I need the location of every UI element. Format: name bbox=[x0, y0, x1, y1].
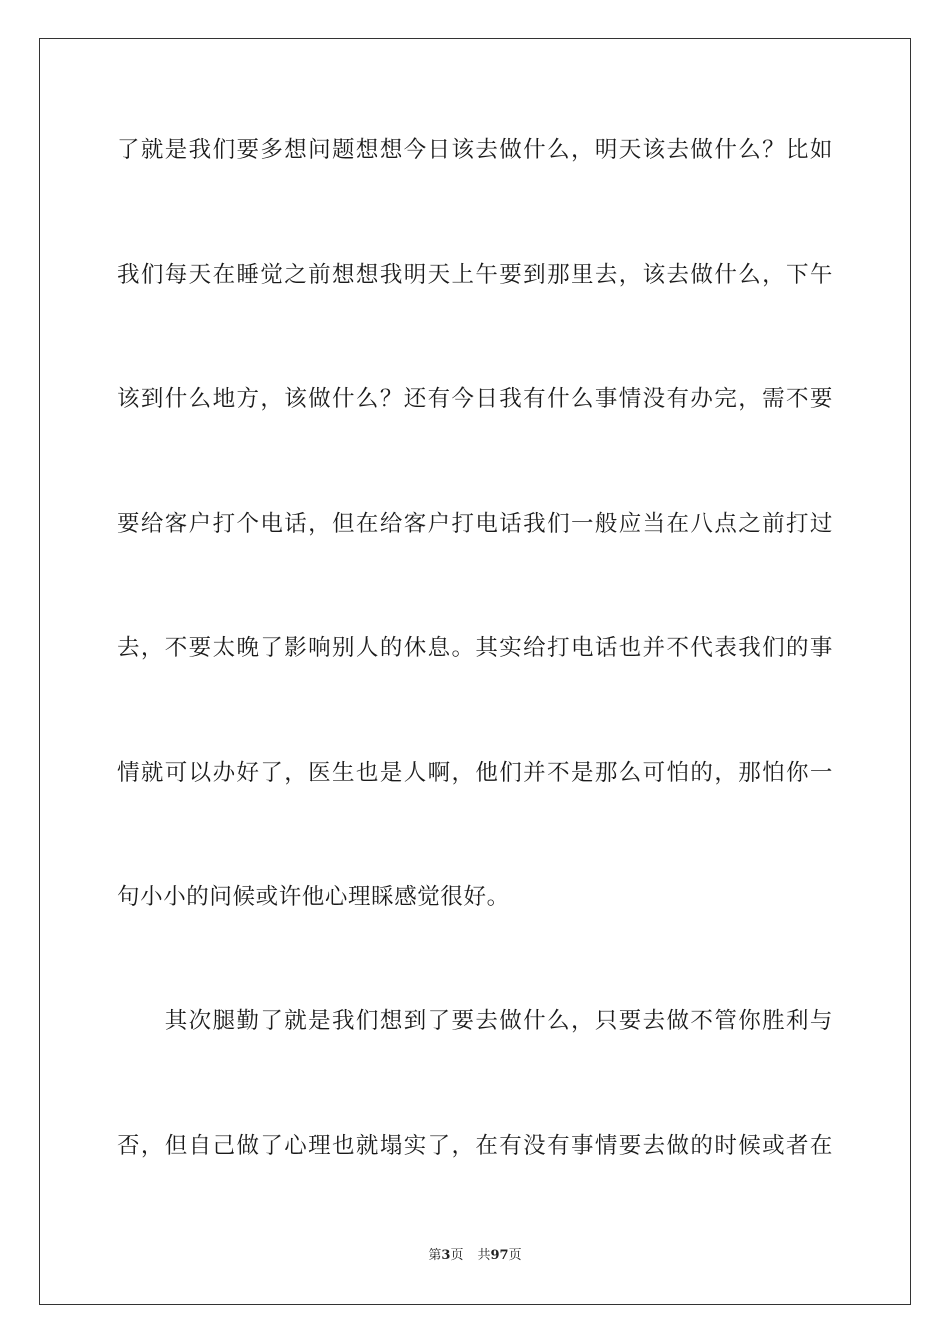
body-line-1: 了就是我们要多想问题想想今日该去做什么，明天该去做什么？比如 bbox=[117, 137, 833, 163]
body-line-8: 其次腿勤了就是我们想到了要去做什么，只要去做不管你胜利与 bbox=[117, 1008, 833, 1034]
body-line-6: 情就可以办好了，医生也是人啊，他们并不是那么可怕的，那怕你一 bbox=[117, 760, 833, 786]
body-line-5: 去，不要太晚了影响别人的休息。其实给打电话也并不代表我们的事 bbox=[117, 635, 833, 661]
body-line-7: 句小小的问候或许他心理睬感觉很好。 bbox=[117, 884, 510, 910]
total-prefix: 共 bbox=[477, 1248, 491, 1263]
page-prefix: 第 bbox=[428, 1248, 442, 1263]
body-line-4: 要给客户打个电话，但在给客户打电话我们一般应当在八点之前打过 bbox=[117, 511, 833, 537]
total-pages: 97 bbox=[490, 1248, 509, 1263]
body-line-3: 该到什么地方，该做什么？还有今日我有什么事情没有办完，需不要 bbox=[117, 386, 833, 412]
page-suffix: 页 bbox=[450, 1248, 464, 1263]
body-line-2: 我们每天在睡觉之前想想我明天上午要到那里去，该去做什么，下午 bbox=[117, 262, 833, 288]
page-number: 3 bbox=[441, 1248, 451, 1263]
page-footer bbox=[0, 1247, 950, 1265]
body-line-9: 否，但自己做了心理也就塌实了，在有没有事情要去做的时候或者在 bbox=[117, 1133, 833, 1159]
total-suffix: 页 bbox=[508, 1248, 522, 1263]
page-frame bbox=[39, 38, 911, 1305]
